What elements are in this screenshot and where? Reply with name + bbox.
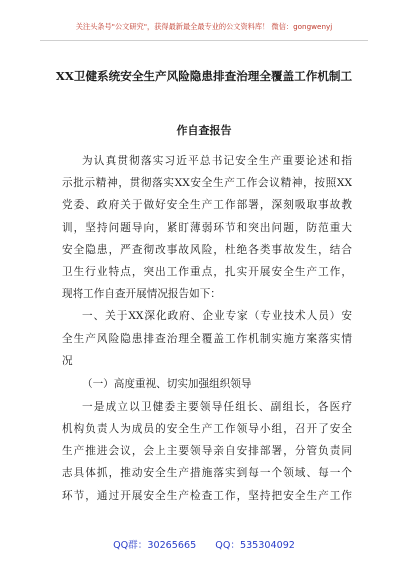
text-line: 示批示精神，贯彻落实XX安全生产工作会议精神，按照XX <box>62 177 352 190</box>
text-line: 一、关于XX深化政府、企业专家（专业技术人员）安 <box>82 310 352 323</box>
text-line: 一是成立以卫健委主要领导任组长、副组长，各医疗 <box>82 400 352 413</box>
text-line: 安全隐患，严查彻改事故风险，杜绝各类事故发生，结合 <box>62 243 352 256</box>
text-line: 环节，通过开展安全生产检查工作，坚持把安全生产工作 <box>62 489 352 502</box>
section-heading <box>62 305 352 372</box>
document-title: XX卫健系统安全生产风险隐患排查治理全覆盖工作机制工 <box>55 69 353 83</box>
header-banner: 关注头条号"公文研究"，获得最新最全最专业的公文资料库！ 微信：gongwenyj <box>75 22 333 31</box>
text-line: 为认真贯彻落实习近平总书记安全生产重要论述和指 <box>82 155 352 167</box>
text-line: 志具体抓，推动安全生产措施落实到每一个领域、每一个 <box>62 467 352 480</box>
qq-text: QQ：535304092 <box>215 540 295 551</box>
text-line: 现将工作自查开展情况报告如下： <box>62 288 221 301</box>
text-line: 况 <box>62 354 73 367</box>
text-line: 全生产风险隐患排查治理全覆盖工作机制实施方案落实情 <box>62 332 352 345</box>
text-line: 卫生行业特点，突出工作重点，扎实开展安全生产工作， <box>62 265 352 278</box>
header-divider <box>40 40 368 41</box>
intro-paragraph <box>62 150 352 305</box>
text-line: 生产推进会议，会上主要领导亲自安排部署，分管负责同 <box>62 445 352 458</box>
text-line: 党委、政府关于做好安全生产工作部署，深刻吸取事故教 <box>62 199 352 212</box>
text-line: 训，坚持问题导向，紧盯薄弱环节和突出问题，防范重大 <box>62 221 352 234</box>
document-body <box>62 150 352 507</box>
subsection-heading: （一）高度重视、切实加强组织领导 <box>82 377 252 390</box>
qq-group-text: QQ群：30265665 <box>113 540 197 551</box>
footer-contact <box>0 537 408 551</box>
text-line: 机构负责人为成员的安全生产工作领导小组，召开了安全 <box>62 423 352 436</box>
body-paragraph <box>62 396 352 507</box>
document-subtitle: 作自查报告 <box>176 124 232 137</box>
